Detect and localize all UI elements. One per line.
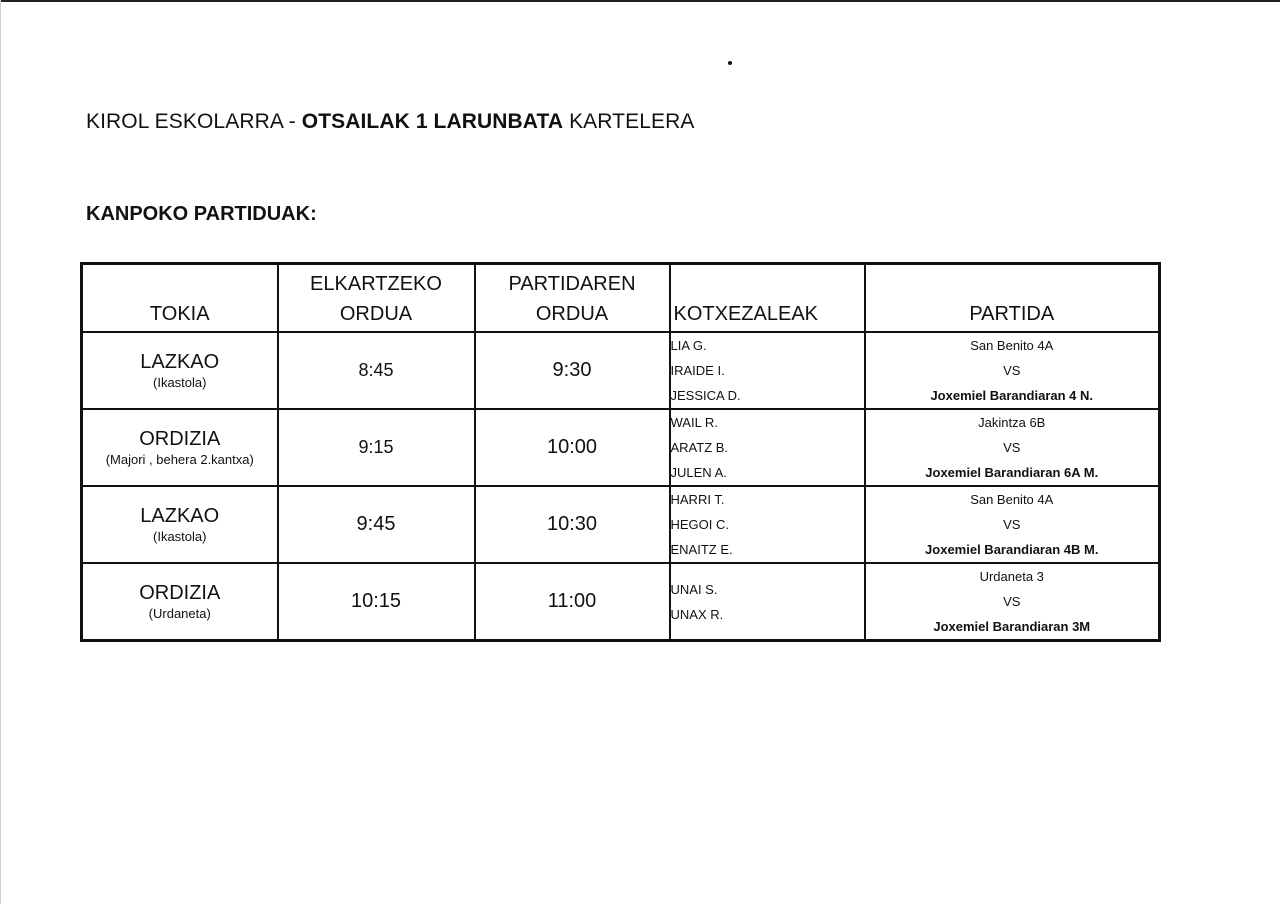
header-partidaren-line1: PARTIDAREN — [508, 273, 636, 295]
title-suffix: KARTELERA — [563, 110, 695, 133]
header-partida — [865, 264, 1160, 333]
away-team: Joxemiel Barandiaran 4 N. — [930, 388, 1094, 403]
driver-name: ARATZ B. — [670, 440, 729, 455]
driver-name: HARRI T. — [670, 492, 725, 507]
home-team: Jakintza 6B — [978, 415, 1046, 430]
place-detail: (Ikastola) — [153, 528, 207, 544]
away-team: Joxemiel Barandiaran 6A M. — [925, 465, 1099, 480]
driver-name: LIA G. — [670, 338, 707, 353]
scan-left-edge — [0, 0, 1, 904]
place-name: LAZKAO — [140, 350, 220, 373]
driver-name: HEGOI C. — [670, 517, 730, 532]
away-team: Joxemiel Barandiaran 3M — [933, 619, 1091, 634]
header-partidaren-line2: ORDUA — [535, 303, 609, 325]
cell-meet-time: 9:45 — [278, 486, 475, 563]
driver-name: WAIL R. — [670, 415, 718, 430]
header-elkartzeko-line2: ORDUA — [339, 303, 413, 325]
cell-match — [865, 409, 1160, 486]
cell-meet-time: 8:45 — [278, 332, 475, 409]
title-date: OTSAILAK 1 LARUNBATA — [301, 110, 564, 133]
home-team: San Benito 4A — [970, 492, 1054, 507]
driver-name: UNAI S. — [670, 581, 718, 597]
versus-label: VS — [1003, 363, 1021, 378]
table-row — [82, 563, 1160, 641]
table-row — [82, 332, 1160, 409]
title-prefix: KIROL ESKOLARRA - — [86, 110, 302, 133]
cell-match — [865, 563, 1160, 641]
place-detail: (Ikastola) — [153, 374, 207, 390]
driver-name: JULEN A. — [670, 465, 727, 480]
header-elkartzeko-line1: ELKARTZEKO — [310, 273, 442, 295]
header-kotxezaleak — [670, 264, 865, 333]
header-elkartzeko-ordua — [278, 264, 475, 333]
away-team: Joxemiel Barandiaran 4B M. — [925, 542, 1099, 557]
versus-label: VS — [1003, 594, 1021, 609]
header-partida-label: PARTIDA — [969, 303, 1055, 325]
cell-match — [865, 486, 1160, 563]
cell-match-time: 11:00 — [475, 563, 670, 641]
place-name: LAZKAO — [140, 504, 220, 527]
table-header-row — [82, 264, 1160, 333]
versus-label: VS — [1003, 440, 1021, 455]
header-kotxezaleak-label: KOTXEZALEAK — [673, 303, 818, 325]
place-name: ORDIZIA — [139, 427, 221, 450]
table-row — [82, 409, 1160, 486]
table-row — [82, 486, 1160, 563]
cell-place — [82, 486, 278, 563]
section-heading: KANPOKO PARTIDUAK: — [86, 203, 317, 225]
cell-place — [82, 332, 278, 409]
header-tokia-label: TOKIA — [149, 303, 210, 325]
place-detail: (Majori , behera 2.kantxa) — [105, 451, 254, 467]
cell-drivers — [670, 486, 865, 563]
driver-name: IRAIDE I. — [670, 363, 725, 378]
home-team: San Benito 4A — [970, 338, 1054, 353]
driver-name: JESSICA D. — [670, 388, 741, 403]
scan-speck — [728, 61, 732, 65]
fixtures-table — [80, 262, 1161, 642]
driver-name: UNAX R. — [670, 606, 724, 622]
place-detail: (Urdaneta) — [148, 605, 211, 621]
cell-match-time: 9:30 — [475, 332, 670, 409]
home-team: Urdaneta 3 — [979, 569, 1044, 584]
place-name: ORDIZIA — [139, 581, 221, 604]
cell-match-time: 10:00 — [475, 409, 670, 486]
versus-label: VS — [1003, 517, 1021, 532]
header-partidaren-ordua — [475, 264, 670, 333]
cell-drivers — [670, 332, 865, 409]
cell-place — [82, 409, 278, 486]
cell-match — [865, 332, 1160, 409]
cell-meet-time: 9:15 — [278, 409, 475, 486]
cell-match-time: 10:30 — [475, 486, 670, 563]
cell-meet-time: 10:15 — [278, 563, 475, 641]
cell-drivers — [670, 563, 865, 641]
header-tokia — [82, 264, 278, 333]
scan-top-edge — [0, 0, 1280, 2]
document-title — [86, 110, 694, 134]
driver-name: ENAITZ E. — [670, 542, 733, 557]
cell-place — [82, 563, 278, 641]
cell-drivers — [670, 409, 865, 486]
